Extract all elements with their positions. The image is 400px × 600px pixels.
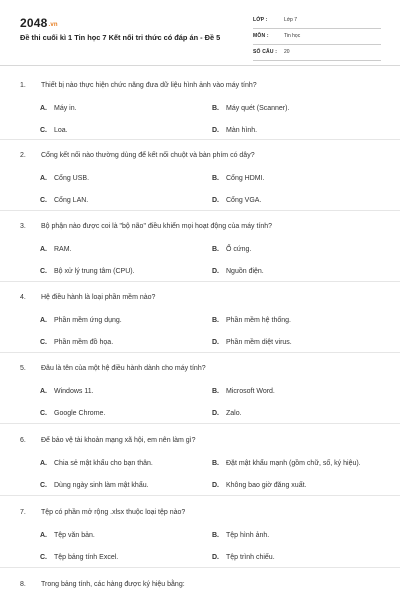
option-a[interactable] <box>40 105 77 112</box>
option-b[interactable] <box>212 317 291 324</box>
option-b[interactable] <box>212 460 361 467</box>
option-text: Loa. <box>54 127 68 134</box>
option-b[interactable] <box>212 105 289 112</box>
option-text: Chia sẻ mật khẩu cho bạn thân. <box>54 460 153 467</box>
option-letter: B. <box>212 246 219 253</box>
question-divider <box>0 352 400 353</box>
question-text: Trong bảng tính, các hàng được ký hiệu bằng: <box>41 581 185 588</box>
question-text: Cổng kết nối nào thường dùng để kết nối chuột và bàn phím có dây? <box>41 152 255 159</box>
option-d[interactable] <box>212 410 242 417</box>
option-text: Dùng ngày sinh làm mật khẩu. <box>54 482 149 489</box>
option-letter: A. <box>40 317 47 324</box>
option-letter: C. <box>40 482 47 489</box>
option-text: Phần mềm đồ họa. <box>54 339 114 346</box>
question-number: 8. <box>20 581 26 588</box>
option-letter: A. <box>40 105 47 112</box>
option-text: Ổ cứng. <box>226 246 252 253</box>
option-d[interactable] <box>212 482 307 489</box>
option-c[interactable] <box>40 410 105 417</box>
meta-label: MÔN : <box>253 33 269 39</box>
question-divider <box>0 139 400 140</box>
option-letter: A. <box>40 532 47 539</box>
option-c[interactable] <box>40 197 88 204</box>
option-d[interactable] <box>212 339 292 346</box>
question-divider <box>0 210 400 211</box>
option-letter: A. <box>40 388 47 395</box>
option-text: Zalo. <box>226 410 242 417</box>
question-text: Để bảo vệ tài khoản mạng xã hội, em nên làm gì? <box>41 437 196 444</box>
option-letter: C. <box>40 410 47 417</box>
question-number: 1. <box>20 82 26 89</box>
option-b[interactable] <box>212 175 265 182</box>
question-number: 6. <box>20 437 26 444</box>
option-text: Tệp hình ảnh. <box>226 532 270 539</box>
option-letter: A. <box>40 246 47 253</box>
option-text: Không bao giờ đăng xuất. <box>226 482 307 489</box>
option-a[interactable] <box>40 388 94 395</box>
option-letter: C. <box>40 268 47 275</box>
option-letter: B. <box>212 388 219 395</box>
option-c[interactable] <box>40 339 113 346</box>
meta-row-subject <box>253 29 381 45</box>
option-text: Phần mềm hệ thống. <box>226 317 291 324</box>
question-text: Hệ điều hành là loại phần mềm nào? <box>41 294 156 301</box>
option-letter: B. <box>212 532 219 539</box>
question-item <box>0 509 400 579</box>
question-text: Thiết bị nào thực hiện chức năng đưa dữ liệu hình ảnh vào máy tính? <box>41 82 257 89</box>
option-text: Tệp trình chiếu. <box>226 554 275 561</box>
meta-row-class <box>253 13 381 29</box>
question-item <box>0 223 400 293</box>
option-text: Cổng USB. <box>54 175 90 182</box>
option-text: Bộ xử lý trung tâm (CPU). <box>54 268 135 275</box>
question-item <box>0 82 400 152</box>
meta-value: 20 <box>284 49 290 55</box>
option-c[interactable] <box>40 482 149 489</box>
question-divider <box>0 495 400 496</box>
option-a[interactable] <box>40 532 95 539</box>
option-letter: D. <box>212 339 219 346</box>
meta-label: LỚP : <box>253 17 268 23</box>
option-letter: B. <box>212 460 219 467</box>
option-text: Microsoft Word. <box>226 388 275 395</box>
option-text: Đặt mật khẩu mạnh (gồm chữ, số, ký hiệu). <box>226 460 361 467</box>
site-logo[interactable] <box>20 16 58 30</box>
question-divider <box>0 423 400 424</box>
option-letter: B. <box>212 175 219 182</box>
option-text: Máy quét (Scanner). <box>226 105 290 112</box>
option-d[interactable] <box>212 197 261 204</box>
option-letter: D. <box>212 482 219 489</box>
option-c[interactable] <box>40 554 118 561</box>
option-letter: A. <box>40 460 47 467</box>
option-letter: D. <box>212 268 219 275</box>
logo-text: 2048 <box>20 16 48 30</box>
option-letter: D. <box>212 554 219 561</box>
option-letter: B. <box>212 105 219 112</box>
question-item <box>0 437 400 507</box>
question-number: 5. <box>20 365 26 372</box>
option-letter: A. <box>40 175 47 182</box>
option-letter: C. <box>40 197 47 204</box>
option-b[interactable] <box>212 388 275 395</box>
option-a[interactable] <box>40 175 89 182</box>
option-letter: D. <box>212 197 219 204</box>
option-text: Tệp bảng tính Excel. <box>54 554 119 561</box>
meta-row-question-count <box>253 45 381 61</box>
question-item <box>0 152 400 222</box>
meta-value: Lớp 7 <box>284 17 298 23</box>
meta-value: Tin học <box>284 33 301 39</box>
option-text: Màn hình. <box>226 127 258 134</box>
question-number: 2. <box>20 152 26 159</box>
option-b[interactable] <box>212 532 269 539</box>
option-text: RAM. <box>54 246 72 253</box>
option-a[interactable] <box>40 460 153 467</box>
option-text: Máy in. <box>54 105 77 112</box>
option-letter: C. <box>40 554 47 561</box>
option-text: Google Chrome. <box>54 410 106 417</box>
option-c[interactable] <box>40 268 135 275</box>
question-item <box>0 365 400 435</box>
question-text: Đâu là tên của một hệ điều hành dành cho máy tính? <box>41 365 206 372</box>
logo-suffix: .vn <box>48 22 58 28</box>
option-b[interactable] <box>212 246 251 253</box>
option-a[interactable] <box>40 317 122 324</box>
question-divider <box>0 281 400 282</box>
option-text: Windows 11. <box>54 388 94 395</box>
option-letter: C. <box>40 339 47 346</box>
option-a[interactable] <box>40 246 72 253</box>
option-text: Cổng HDMI. <box>226 175 265 182</box>
option-text: Cổng LAN. <box>54 197 89 204</box>
exam-title: Đề thi cuối kì 1 Tin học 7 Kết nối tri thức có đáp án - Đề 5 <box>20 33 221 42</box>
question-number: 7. <box>20 509 26 516</box>
option-letter: C. <box>40 127 47 134</box>
option-text: Phần mềm diệt virus. <box>226 339 292 346</box>
option-text: Nguồn điện. <box>226 268 264 275</box>
option-d[interactable] <box>212 127 257 134</box>
option-text: Tệp văn bản. <box>54 532 95 539</box>
question-item <box>0 294 400 364</box>
option-letter: B. <box>212 317 219 324</box>
option-d[interactable] <box>212 554 275 561</box>
exam-meta-table <box>253 13 381 61</box>
option-c[interactable] <box>40 127 68 134</box>
option-letter: D. <box>212 410 219 417</box>
exam-header <box>0 0 400 66</box>
option-text: Phần mềm ứng dụng. <box>54 317 122 324</box>
question-text: Bộ phận nào được coi là "bộ não" điều khiển mọi hoạt động của máy tính? <box>41 223 273 230</box>
question-number: 4. <box>20 294 26 301</box>
header-divider <box>0 65 400 66</box>
question-text: Tệp có phần mở rộng .xlsx thuộc loại tệp nào? <box>41 509 186 516</box>
question-item <box>0 581 400 600</box>
option-text: Cổng VGA. <box>226 197 262 204</box>
meta-label: SỐ CÂU : <box>253 49 278 55</box>
question-divider <box>0 567 400 568</box>
option-d[interactable] <box>212 268 264 275</box>
option-letter: D. <box>212 127 219 134</box>
question-number: 3. <box>20 223 26 230</box>
